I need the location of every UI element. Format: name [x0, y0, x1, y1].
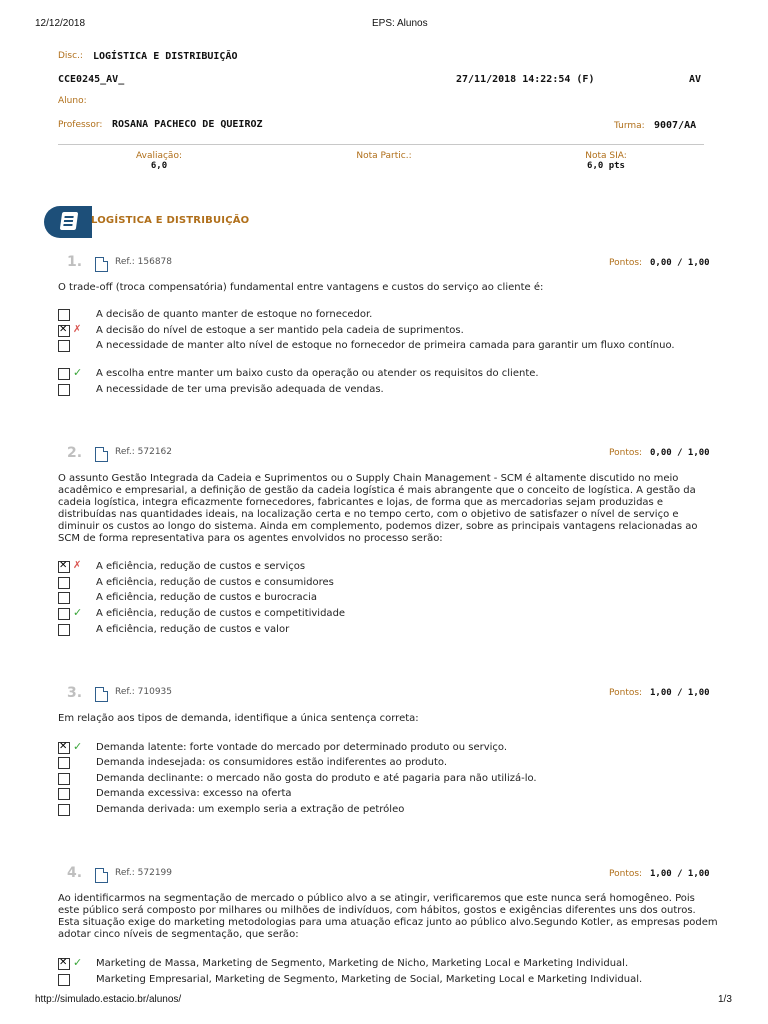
avaliacao-stat — [99, 151, 219, 171]
option-text: Demanda excessiva: excesso na oferta — [96, 788, 292, 799]
document-icon[interactable] — [95, 687, 108, 702]
exam-type: AV — [689, 74, 702, 85]
option-text: A eficiência, redução de custos e consumidores — [96, 577, 334, 588]
professor-value: ROSANA PACHECO DE QUEIROZ — [112, 119, 263, 130]
footer-url-link[interactable]: http://simulado.estacio.br/alunos/ — [35, 994, 182, 1005]
nota-sia-stat — [546, 151, 666, 171]
option-text: A decisão do nível de estoque a ser mantido pela cadeia de suprimentos. — [96, 325, 464, 336]
question-stem: O trade-off (troca compensatória) fundamental entre vantagens e custos do serviço ao cliente é: — [58, 282, 544, 293]
option-text: A necessidade de manter alto nível de estoque no fornecedor de primeira camada para garantir um fluxo contínuo. — [96, 340, 675, 351]
question-number: 4. — [67, 865, 83, 881]
question-stem: O assunto Gestão Integrada da Cadeia e Suprimentos ou o Supply Chain Management - SCM é altamente discutido no meio acadêmico e empresarial, a definição de gestão da cadeia logística é mais abrangente que o conceito de logística. A gestão da cadeia logística, integra eficazmente fornecedores, fabricantes e lojas, de forma que as mercadorias sejam produzidas e distribuídas nas quantidades ideais, na localização certa e no tempo certo, com o objetivo de satisfazer o nível de serviço e diminuir os custos ao longo do sistema. Ainda em complemento, podemos dizer, sobre as principais vantagens relacionadas ao SCM de forma representativa para os agentes envolvidos no processo serão: — [58, 473, 698, 544]
option-checkbox[interactable] — [58, 974, 70, 986]
question-stem: Em relação aos tipos de demanda, identifique a única sentença correta: — [58, 713, 419, 724]
option-text: Marketing Empresarial, Marketing de Segmento, Marketing de Social, Marketing Local e Marketing Individual. — [96, 974, 643, 985]
wrong-icon: ✗ — [73, 560, 82, 571]
pontos-label: Pontos: — [609, 448, 643, 458]
option-text: A decisão de quanto manter de estoque no fornecedor. — [96, 309, 373, 320]
option-text: Demanda latente: forte vontade do mercado por determinado produto ou serviço. — [96, 742, 508, 753]
document-icon[interactable] — [95, 868, 108, 883]
print-date: 12/12/2018 — [35, 18, 86, 29]
disc-value: LOGÍSTICA E DISTRIBUIÇÃO — [93, 51, 238, 62]
option-text: Demanda derivada: um exemplo seria a extração de petróleo — [96, 804, 405, 815]
pontos-value: 0,00 / 1,00 — [650, 258, 710, 268]
document-icon[interactable] — [95, 257, 108, 272]
exam-code: CCE0245_AV_ — [58, 74, 125, 85]
print-title: EPS: Alunos — [372, 18, 428, 29]
nota-partic-stat — [324, 151, 444, 161]
pontos-value: 1,00 / 1,00 — [650, 688, 710, 698]
exam-datetime: 27/11/2018 14:22:54 (F) — [456, 74, 595, 85]
option-checkbox[interactable] — [58, 340, 70, 352]
aluno-label: Aluno: — [58, 96, 87, 106]
option-checkbox[interactable] — [58, 384, 70, 396]
question-number: 2. — [67, 445, 83, 461]
pontos-value: 1,00 / 1,00 — [650, 869, 710, 879]
page-number: 1/3 — [718, 994, 732, 1005]
section-title: LOGÍSTICA E DISTRIBUIÇÃO — [91, 215, 250, 226]
nota-sia-value: 6,0 pts — [587, 161, 625, 171]
option-text: A eficiência, redução de custos e burocracia — [96, 592, 317, 603]
option-checkbox[interactable] — [58, 624, 70, 636]
correct-check-icon: ✓ — [73, 956, 83, 969]
section-badge — [44, 206, 92, 238]
correct-check-icon: ✓ — [73, 366, 83, 379]
avaliacao-label: Avaliação: — [136, 151, 182, 161]
option-checkbox[interactable] — [58, 309, 70, 321]
question-number: 1. — [67, 254, 83, 270]
pontos-value: 0,00 / 1,00 — [650, 448, 710, 458]
option-text: Marketing de Massa, Marketing de Segmento, Marketing de Nicho, Marketing Local e Marketing Individual. — [96, 958, 629, 969]
question-ref: Ref.: 710935 — [115, 687, 173, 697]
nota-sia-label: Nota SIA: — [585, 151, 627, 161]
option-checkbox-selected[interactable] — [58, 742, 70, 754]
question-number: 3. — [67, 685, 83, 701]
nota-partic-label: Nota Partic.: — [356, 151, 412, 161]
option-checkbox[interactable] — [58, 368, 70, 380]
avaliacao-value: 6,0 — [150, 161, 168, 171]
pontos-label: Pontos: — [609, 688, 643, 698]
document-icon[interactable] — [95, 447, 108, 462]
option-text: Demanda indesejada: os consumidores estão indiferentes ao produto. — [96, 757, 448, 768]
option-checkbox-selected[interactable] — [58, 325, 70, 337]
option-checkbox[interactable] — [58, 608, 70, 620]
option-checkbox-selected[interactable] — [58, 561, 70, 573]
question-ref: Ref.: 572162 — [115, 447, 173, 457]
correct-check-icon: ✓ — [73, 606, 83, 619]
turma-label: Turma: — [614, 121, 645, 131]
option-text: A eficiência, redução de custos e serviços — [96, 561, 306, 572]
option-text: A necessidade de ter uma previsão adequada de vendas. — [96, 384, 384, 395]
option-text: A eficiência, redução de custos e competitividade — [96, 608, 346, 619]
option-checkbox[interactable] — [58, 804, 70, 816]
option-checkbox[interactable] — [58, 788, 70, 800]
option-text: Demanda declinante: o mercado não gosta do produto e até pagaria para não utilizá-lo. — [96, 773, 537, 784]
option-checkbox[interactable] — [58, 757, 70, 769]
pontos-label: Pontos: — [609, 869, 643, 879]
correct-check-icon: ✓ — [73, 740, 83, 753]
question-ref: Ref.: 156878 — [115, 257, 173, 267]
turma-value: 9007/AA — [654, 120, 697, 131]
option-text: A eficiência, redução de custos e valor — [96, 624, 290, 635]
professor-label: Professor: — [58, 120, 103, 130]
book-icon — [60, 212, 79, 230]
header-divider — [58, 144, 704, 145]
option-checkbox[interactable] — [58, 577, 70, 589]
disc-label: Disc.: — [58, 51, 83, 61]
option-checkbox[interactable] — [58, 773, 70, 785]
question-stem: Ao identificarmos na segmentação de mercado o público alvo a se atingir, verificaremos que este nunca será homogêneo. Pois este público será composto por milhares ou milhões de indivíduos, com hábitos, gostos e exigências diferentes uns dos outros. Esta situação exige do marketing metodologias para uma atuação eficaz junto ao público alvo.Segundo Kotler, as empresas podem adotar cinco níveis de segmentação, que serão: — [58, 893, 718, 940]
pontos-label: Pontos: — [609, 258, 643, 268]
wrong-icon: ✗ — [73, 324, 82, 335]
option-text: A escolha entre manter um baixo custo da operação ou atender os requisitos do cliente. — [96, 368, 539, 379]
option-checkbox[interactable] — [58, 592, 70, 604]
question-ref: Ref.: 572199 — [115, 868, 173, 878]
option-checkbox-selected[interactable] — [58, 958, 70, 970]
